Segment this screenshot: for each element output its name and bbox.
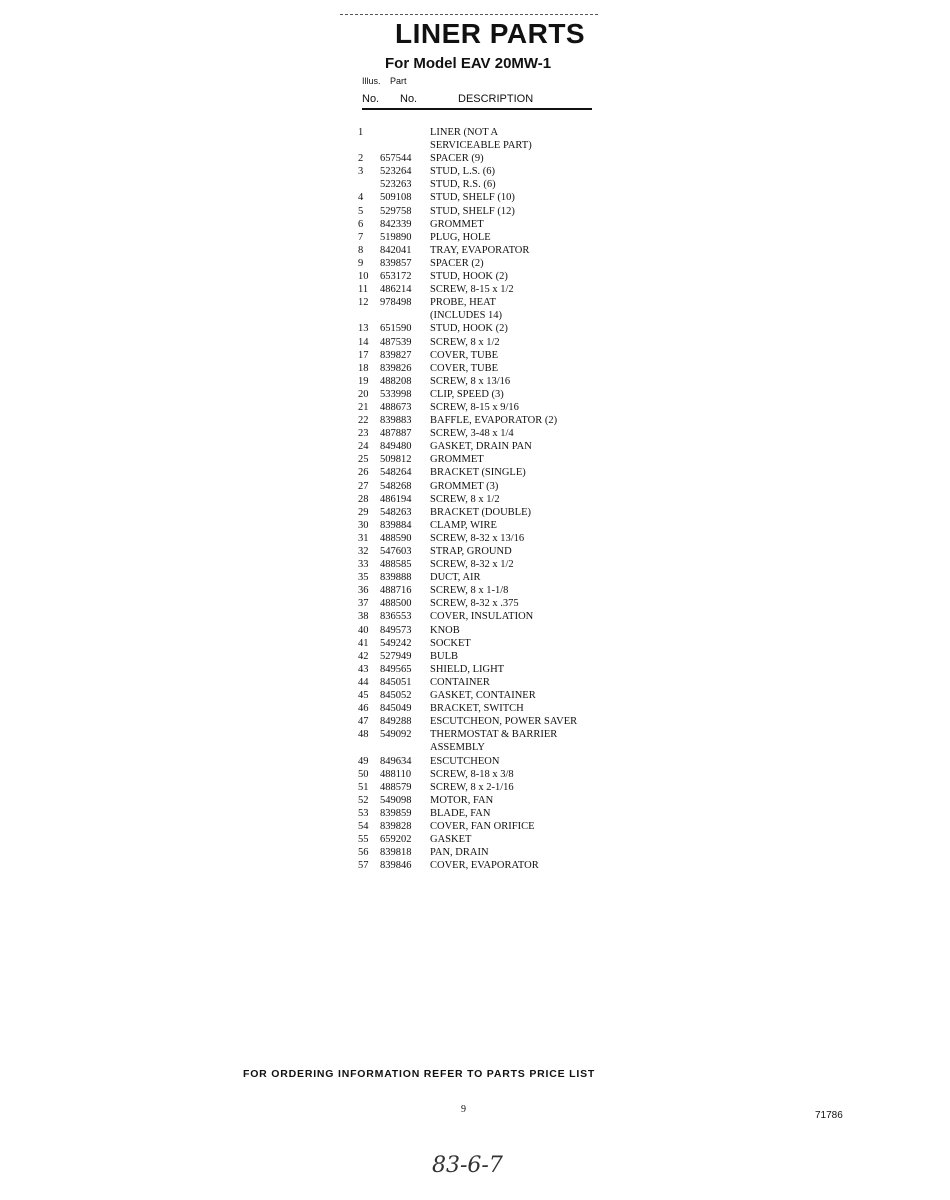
part-number: 509108 [380, 192, 412, 204]
part-description: SHIELD, LIGHT [430, 663, 505, 675]
illus-number: 20 [358, 388, 369, 400]
part-number [380, 139, 430, 152]
part-description: BULB [430, 650, 459, 662]
part-row [358, 414, 618, 427]
illus-number: 42 [358, 650, 369, 662]
part-description: STUD, SHELF (12) [430, 205, 515, 217]
part-number: 488500 [380, 598, 412, 610]
part-row [358, 571, 618, 584]
illus-number: 29 [358, 506, 369, 518]
part-row [358, 493, 618, 506]
illus-number: 50 [358, 768, 369, 780]
part-row [358, 728, 618, 741]
part-row [358, 296, 618, 309]
part-description: SCREW, 8 x 2-1/16 [430, 781, 514, 793]
part-description: MOTOR, FAN [430, 794, 494, 806]
illus-number: 5 [358, 205, 364, 217]
illus-number: 4 [358, 192, 364, 204]
part-number: 839828 [380, 820, 412, 832]
part-row [358, 859, 618, 872]
part-number: 548263 [380, 506, 412, 518]
part-row [358, 689, 618, 702]
part-row [358, 362, 618, 375]
illus-number: 12 [358, 297, 369, 309]
illus-number: 55 [358, 834, 369, 846]
illus-number: 53 [358, 807, 369, 819]
illus-number: 7 [358, 231, 364, 243]
part-number: 849634 [380, 755, 412, 767]
part-row [358, 833, 618, 846]
part-number: 849288 [380, 716, 412, 728]
part-row [358, 519, 618, 532]
illus-number: 41 [358, 637, 369, 649]
part-row [358, 336, 618, 349]
part-number: 486194 [380, 493, 412, 505]
column-header-row-1 [362, 76, 407, 86]
part-row [358, 768, 618, 781]
part-description: SCREW, 8 x 13/16 [430, 375, 511, 387]
part-number: 839827 [380, 349, 412, 361]
part-row [358, 480, 618, 493]
part-number: 488585 [380, 559, 412, 571]
part-row [358, 309, 618, 322]
part-description: SCREW, 8-32 x 1/2 [430, 559, 514, 571]
part-description: (INCLUDES 14) [430, 310, 503, 322]
part-row [358, 466, 618, 479]
part-number: 548268 [380, 480, 412, 492]
illus-number: 2 [358, 153, 364, 165]
part-row [358, 637, 618, 650]
illus-number: 32 [358, 546, 369, 557]
part-row [358, 807, 618, 820]
part-row [358, 715, 618, 728]
part-description: BRACKET, SWITCH [430, 703, 524, 715]
illus-number: 28 [358, 493, 369, 505]
part-description: SOCKET [430, 637, 471, 649]
illus-number [358, 178, 380, 191]
part-description: GROMMET [430, 454, 484, 466]
illus-number: 31 [358, 532, 369, 544]
part-description: STUD, L.S. (6) [430, 166, 496, 178]
part-number: 842339 [380, 218, 412, 230]
illus-number [358, 139, 380, 152]
part-row [358, 584, 618, 597]
part-row [358, 781, 618, 794]
illus-number: 30 [358, 519, 369, 531]
ordering-note: FOR ORDERING INFORMATION REFER TO PARTS PRICE LIST [243, 1068, 596, 1080]
part-row [358, 270, 618, 283]
part-number: 549242 [380, 637, 412, 649]
part-row [358, 349, 618, 362]
part-number: 836553 [380, 611, 412, 623]
part-number: 487887 [380, 428, 412, 440]
illus-number: 23 [358, 428, 369, 440]
part-number: 651590 [380, 323, 412, 335]
part-description: CONTAINER [430, 676, 490, 688]
part-row [358, 218, 618, 231]
illus-number: 45 [358, 690, 369, 702]
part-number: 519890 [380, 231, 412, 243]
part-row [358, 610, 618, 623]
part-description: GASKET, CONTAINER [430, 690, 536, 702]
part-number: 488716 [380, 585, 412, 597]
part-row [358, 401, 618, 414]
illus-number: 47 [358, 716, 369, 728]
part-number: 523264 [380, 166, 412, 178]
illus-number: 11 [358, 284, 369, 296]
part-description: SERVICEABLE PART) [430, 140, 532, 152]
illus-number: 43 [358, 663, 369, 675]
part-row [358, 283, 618, 296]
part-number: 488579 [380, 781, 412, 793]
part-row [358, 558, 618, 571]
part-description: ASSEMBLY [430, 742, 485, 754]
part-number: 839884 [380, 519, 412, 531]
part-row [358, 191, 618, 204]
part-description: SCREW, 8-32 x .375 [430, 598, 519, 610]
part-number: 488590 [380, 532, 412, 544]
illus-number: 27 [358, 480, 369, 492]
part-number: 849480 [380, 441, 412, 453]
part-number: 839818 [380, 847, 412, 859]
part-number: 488110 [380, 768, 412, 780]
part-description: SCREW, 8-18 x 3/8 [430, 768, 514, 780]
part-row [358, 506, 618, 519]
part-description: STUD, HOOK (2) [430, 271, 508, 283]
part-row [358, 846, 618, 859]
part-description: GASKET [430, 834, 472, 846]
part-number: 547603 [380, 546, 412, 557]
part-row [358, 165, 618, 178]
part-description: COVER, TUBE [430, 349, 499, 361]
illus-number: 24 [358, 441, 369, 453]
part-number: 845052 [380, 690, 412, 702]
illus-number: 44 [358, 676, 369, 688]
illus-number: 13 [358, 323, 369, 335]
part-number: 549092 [380, 729, 412, 741]
part-row [358, 650, 618, 663]
part-description: SPACER (9) [430, 153, 484, 165]
part-number: 839826 [380, 362, 412, 374]
part-number: 657544 [380, 153, 412, 165]
part-description: PAN, DRAIN [430, 847, 489, 859]
part-description: STUD, R.S. (6) [430, 179, 496, 191]
part-description: CLIP, SPEED (3) [430, 388, 504, 400]
illus-number: 25 [358, 454, 369, 466]
part-number: 488208 [380, 375, 412, 387]
part-number: 849573 [380, 624, 412, 636]
illus-number: 22 [358, 415, 369, 427]
illus-number: 9 [358, 257, 364, 269]
part-description: KNOB [430, 624, 460, 636]
part-number [380, 126, 430, 139]
part-row [358, 388, 618, 401]
parts-list [358, 126, 618, 872]
part-description: SPACER (2) [430, 257, 484, 269]
illus-number: 52 [358, 794, 369, 806]
part-description: COVER, INSULATION [430, 611, 534, 623]
part-row [358, 205, 618, 218]
part-description: PROBE, HEAT [430, 297, 496, 309]
part-description: BAFFLE, EVAPORATOR (2) [430, 415, 558, 427]
top-rule [340, 14, 598, 15]
illus-number: 19 [358, 375, 369, 387]
part-description: THERMOSTAT & BARRIER [430, 729, 558, 741]
model-subtitle: For Model EAV 20MW-1 [385, 55, 552, 72]
illus-number: 18 [358, 362, 369, 374]
part-number: 839859 [380, 807, 412, 819]
part-row [358, 322, 618, 335]
illus-number: 33 [358, 559, 369, 571]
part-description: STUD, SHELF (10) [430, 192, 515, 204]
part-row [358, 624, 618, 637]
part-row [358, 139, 618, 152]
illus-number: 17 [358, 349, 369, 361]
part-row [358, 231, 618, 244]
part-number [380, 309, 430, 322]
column-header-row-2 [362, 93, 592, 110]
part-number: 523263 [380, 179, 412, 191]
part-row [358, 453, 618, 466]
handwritten-note-text: 83-6-7 [432, 1153, 503, 1178]
illus-number: 48 [358, 729, 369, 741]
part-description: COVER, FAN ORIFICE [430, 820, 535, 832]
part-number: 839857 [380, 257, 412, 269]
part-number: 529758 [380, 205, 412, 217]
illus-number: 57 [358, 860, 369, 872]
part-number: 509812 [380, 454, 412, 466]
page-title: LINER PARTS [395, 18, 586, 49]
part-row [358, 597, 618, 610]
illus-number: 49 [358, 755, 369, 767]
part-number: 849565 [380, 663, 412, 675]
part-number: 533998 [380, 388, 412, 400]
part-row [358, 532, 618, 545]
illus-number: 37 [358, 598, 369, 610]
part-number: 842041 [380, 244, 412, 256]
part-description: SCREW, 3-48 x 1/4 [430, 428, 514, 440]
part-number: 839883 [380, 415, 412, 427]
part-description: BLADE, FAN [430, 807, 491, 819]
part-row [358, 375, 618, 388]
part-description: SCREW, 8 x 1/2 [430, 336, 500, 348]
part-no-header: No. [400, 93, 418, 105]
part-row [358, 427, 618, 440]
part-description: PLUG, HOLE [430, 231, 491, 243]
illus-number: 38 [358, 611, 369, 623]
part-description: SCREW, 8 x 1-1/8 [430, 585, 509, 597]
part-description: GROMMET (3) [430, 480, 499, 492]
illus-number: 54 [358, 820, 369, 832]
part-description: SCREW, 8 x 1/2 [430, 493, 500, 505]
illus-number: 3 [358, 166, 364, 178]
part-row [358, 152, 618, 165]
illus-number: 6 [358, 218, 364, 230]
part-row [358, 794, 618, 807]
part-description: GROMMET [430, 218, 484, 230]
part-description: SCREW, 8-15 x 9/16 [430, 401, 519, 413]
illus-number: 1 [358, 127, 364, 138]
illus-number: 36 [358, 585, 369, 597]
illus-number [358, 741, 380, 754]
part-number: 548264 [380, 467, 412, 479]
part-description: ESCUTCHEON, POWER SAVER [430, 716, 578, 728]
part-header: Part [390, 76, 407, 86]
part-row [358, 440, 618, 453]
part-description: COVER, EVAPORATOR [430, 860, 539, 872]
part-description: SCREW, 8-32 x 13/16 [430, 532, 525, 544]
part-number: 549098 [380, 794, 412, 806]
part-number: 527949 [380, 650, 412, 662]
part-description: BRACKET (DOUBLE) [430, 506, 532, 518]
part-number: 488673 [380, 401, 412, 413]
part-row [358, 257, 618, 270]
part-description: GASKET, DRAIN PAN [430, 441, 532, 453]
part-row [358, 755, 618, 768]
illus-number: 26 [358, 467, 369, 479]
part-row [358, 545, 618, 558]
illus-number: 35 [358, 572, 369, 584]
illus-number: 56 [358, 847, 369, 859]
part-row [358, 676, 618, 689]
illus-number: 21 [358, 401, 369, 413]
part-row [358, 820, 618, 833]
part-row [358, 126, 618, 139]
part-number: 487539 [380, 336, 412, 348]
illus-number: 40 [358, 624, 369, 636]
illus-number: 10 [358, 271, 369, 283]
document-code: 71786 [815, 1110, 843, 1121]
illus-number: 51 [358, 781, 369, 793]
part-number [380, 741, 430, 754]
handwritten-note [430, 1148, 540, 1182]
page-number: 9 [461, 1104, 466, 1115]
illus-number [358, 309, 380, 322]
part-number: 978498 [380, 297, 412, 309]
illus-number: 8 [358, 244, 364, 256]
part-row [358, 702, 618, 715]
description-header: DESCRIPTION [458, 93, 534, 105]
part-number: 839888 [380, 572, 412, 584]
part-description: STUD, HOOK (2) [430, 323, 508, 335]
part-number: 486214 [380, 284, 412, 296]
illus-header: Illus. [362, 76, 381, 86]
part-description: ESCUTCHEON [430, 755, 500, 767]
part-description: DUCT, AIR [430, 572, 481, 584]
part-description: BRACKET (SINGLE) [430, 467, 526, 479]
part-number: 845049 [380, 703, 412, 715]
part-description: SCREW, 8-15 x 1/2 [430, 284, 514, 296]
part-number: 653172 [380, 271, 412, 283]
part-description: COVER, TUBE [430, 362, 499, 374]
part-row [358, 663, 618, 676]
illus-number: 14 [358, 336, 369, 348]
part-number: 659202 [380, 834, 412, 846]
part-description: CLAMP, WIRE [430, 519, 497, 531]
part-number: 839846 [380, 860, 412, 872]
part-number: 845051 [380, 676, 412, 688]
part-description: TRAY, EVAPORATOR [430, 244, 530, 256]
illus-no-header: No. [362, 93, 380, 105]
part-description: STRAP, GROUND [430, 546, 512, 557]
part-row [358, 178, 618, 191]
illus-number: 46 [358, 703, 369, 715]
part-row [358, 741, 618, 754]
part-row [358, 244, 618, 257]
part-description: LINER (NOT A [430, 127, 499, 138]
